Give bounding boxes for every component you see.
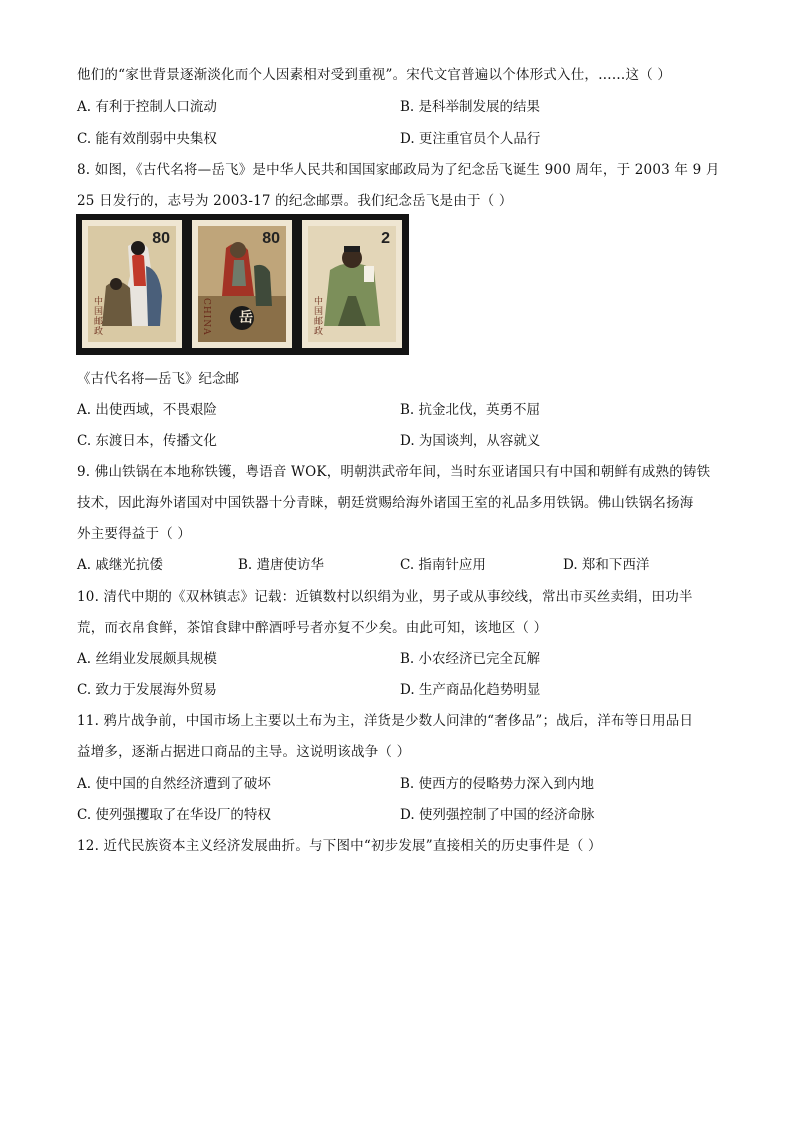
stamp-3-denomination: 2 <box>381 230 390 247</box>
q7-stem-line: 他们的“家世背景逐渐淡化而个人因素相对受到重视”。宋代文官普遍以个体形式入仕，……这（ ） <box>77 67 672 83</box>
stamp-1-denomination: 80 <box>152 230 170 247</box>
q12-stem-line-1: 12. 近代民族资本主义经济发展曲折。与下图中“初步发展”直接相关的历史事件是（ ） <box>77 838 602 854</box>
yue-fei-stamps-image <box>76 214 409 355</box>
q7-option-a: A. 有利于控制人口流动 <box>77 99 217 115</box>
q8-option-a: A. 出使西域，不畏艰险 <box>77 402 217 418</box>
q11-option-a: A. 使中国的自然经济遭到了破坏 <box>77 776 271 792</box>
stamp-2-seal: 岳 <box>239 310 253 326</box>
q11-option-b: B. 使西方的侵略势力深入到内地 <box>400 776 595 792</box>
stamp-2 <box>192 220 292 348</box>
q9-option-d: D. 郑和下西洋 <box>563 557 650 573</box>
stamp-1-country-label: 中国邮政 <box>92 296 102 336</box>
q7-option-d: D. 更注重官员个人品行 <box>400 131 541 147</box>
stamp-3 <box>302 220 402 348</box>
q11-option-c: C. 使列强攫取了在华设厂的特权 <box>77 807 271 823</box>
q7-option-b: B. 是科举制发展的结果 <box>400 99 541 115</box>
q9-stem-line-3: 外主要得益于（ ） <box>77 526 192 542</box>
q10-option-a: A. 丝绢业发展颇具规模 <box>77 651 217 667</box>
q10-stem-line-2: 荒，而衣帛食鲜，茶馆食肆中醉酒呼号者亦复不少矣。由此可知，该地区（ ） <box>77 620 548 636</box>
q10-option-b: B. 小农经济已完全瓦解 <box>400 651 541 667</box>
q9-stem-line-2: 技术，因此海外诸国对中国铁器十分青睐，朝廷赏赐给海外诸国王室的礼品多用铁锅。佛山铁锅名扬海 <box>77 495 694 511</box>
q10-option-d: D. 生产商品化趋势明显 <box>400 682 541 698</box>
q11-stem-line-2: 益增多，逐渐占据进口商品的主导。这说明该战争（ ） <box>77 744 411 760</box>
stamp-2-china-label: CHINA <box>201 298 211 336</box>
stamp-2-denomination: 80 <box>262 230 280 247</box>
q9-option-c: C. 指南针应用 <box>400 557 486 573</box>
q8-stem-line-2: 25 日发行的，志号为 2003-17 的纪念邮票。我们纪念岳飞是由于（ ） <box>77 193 513 209</box>
q11-stem-line-1: 11. 鸦片战争前，中国市场上主要以土布为主，洋货是少数人问津的“奢侈品”；战后，洋布等日用品日 <box>77 713 694 729</box>
q10-stem-line-1: 10. 清代中期的《双林镇志》记载：近镇数村以织绢为业，男子或从事绞线，常出市买丝卖绢，田功半 <box>77 589 693 605</box>
stamp-3-country-label: 中国邮政 <box>312 296 322 336</box>
q7-option-c: C. 能有效削弱中央集权 <box>77 131 217 147</box>
q9-stem-line-1: 9. 佛山铁锅在本地称铁镬，粤语音 WOK，明朝洪武帝年间，当时东亚诸国只有中国和朝鲜有成熟的铸铁 <box>77 464 711 480</box>
q8-option-c: C. 东渡日本，传播文化 <box>77 433 217 449</box>
q9-option-a: A. 戚继光抗倭 <box>77 557 163 573</box>
q8-stem-line-1: 8. 如图，《古代名将—岳飞》是中华人民共和国国家邮政局为了纪念岳飞诞生 900 周年，于 2003 年 9 月 <box>77 162 720 178</box>
q9-option-b: B. 遣唐使访华 <box>238 557 325 573</box>
q8-option-d: D. 为国谈判，从容就义 <box>400 433 541 449</box>
q8-option-b: B. 抗金北伐，英勇不屈 <box>400 402 541 418</box>
q10-option-c: C. 致力于发展海外贸易 <box>77 682 217 698</box>
stamp-1 <box>82 220 182 348</box>
q11-option-d: D. 使列强控制了中国的经济命脉 <box>400 807 595 823</box>
stamp-caption: 《古代名将—岳飞》纪念邮 <box>77 371 239 387</box>
